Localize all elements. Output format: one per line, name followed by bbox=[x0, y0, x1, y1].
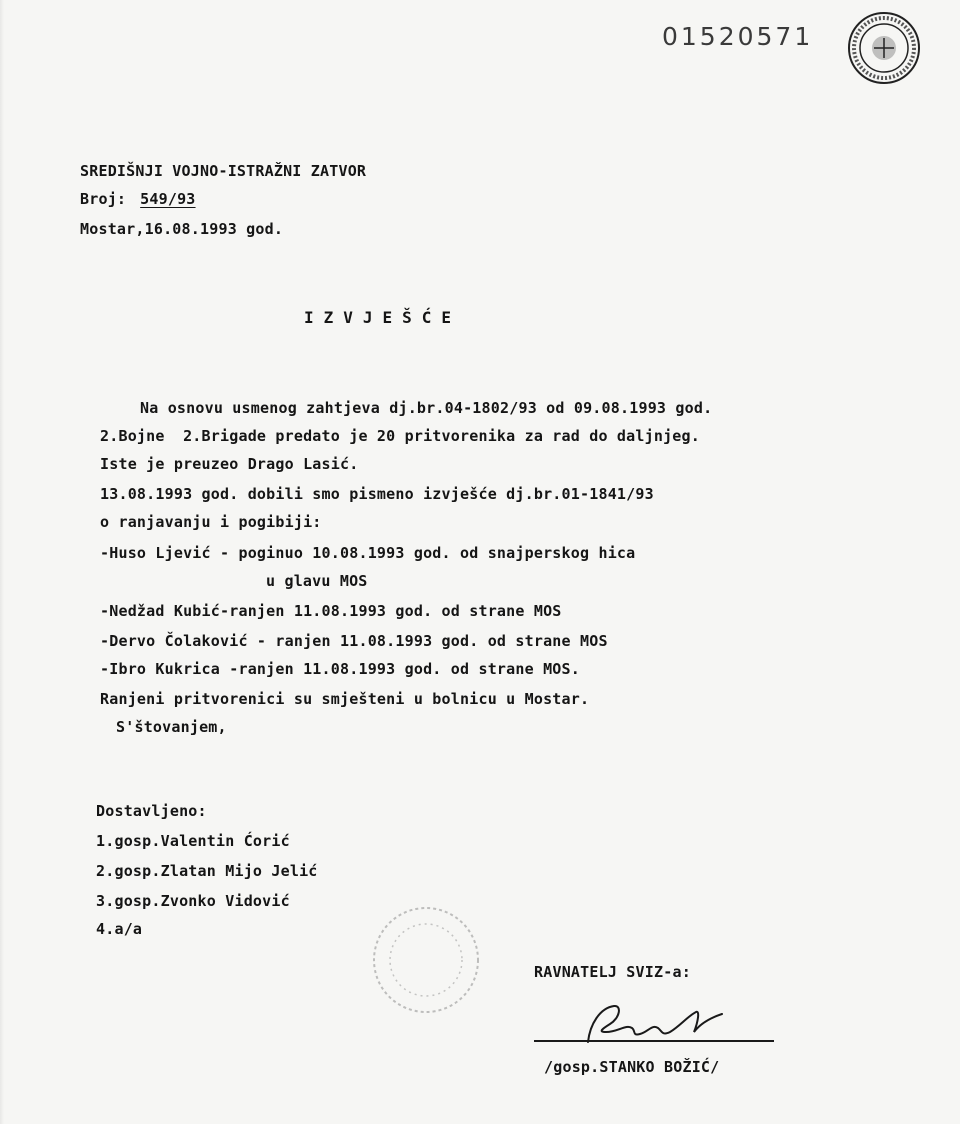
signature-line bbox=[534, 1040, 774, 1042]
delivered-item-1: 1.gosp.Valentin Ćorić bbox=[96, 832, 290, 850]
document-number: 01520571 bbox=[662, 22, 814, 51]
body-line-6: -Huso Ljević - poginuo 10.08.1993 god. od snajperskog hica bbox=[100, 544, 636, 562]
delivered-item-4: 4.a/a bbox=[96, 920, 143, 938]
body-line-11: Ranjeni pritvorenici su smješteni u bolnicu u Mostar. bbox=[100, 690, 590, 708]
body-line-3: Iste je preuzeo Drago Lasić. bbox=[100, 455, 359, 473]
body-line-5: o ranjavanju i pogibiji: bbox=[100, 513, 322, 531]
document-title: IZVJEŠĆE bbox=[304, 308, 462, 327]
delivered-item-2: 2.gosp.Zlatan Mijo Jelić bbox=[96, 862, 318, 880]
closing-greeting: S'štovanjem, bbox=[116, 718, 227, 736]
reference-number bbox=[80, 190, 236, 208]
delivered-label: Dostavljeno: bbox=[96, 802, 207, 820]
body-line-2: 2.Bojne 2.Brigade predato je 20 pritvorenika za rad do daljnjeg. bbox=[100, 427, 700, 445]
reference-label: Broj: bbox=[80, 190, 127, 208]
signatory-name: /gosp.STANKO BOŽIĆ/ bbox=[544, 1058, 720, 1076]
institution-name: SREDIŠNJI VOJNO-ISTRAŽNI ZATVOR bbox=[80, 162, 367, 180]
place-date: Mostar,16.08.1993 god. bbox=[80, 220, 284, 238]
handwritten-signature bbox=[570, 998, 750, 1054]
body-line-1: Na osnovu usmenog zahtjeva dj.br.04-1802/93 od 09.08.1993 god. bbox=[140, 399, 713, 417]
body-line-9: -Dervo Čolaković - ranjen 11.08.1993 god. od strane MOS bbox=[100, 632, 608, 650]
body-line-4: 13.08.1993 god. dobili smo pismeno izvješće dj.br.01-1841/93 bbox=[100, 485, 654, 503]
signatory-role: RAVNATELJ SVIZ-a: bbox=[534, 963, 691, 981]
reference-value: 549/93 bbox=[140, 190, 196, 208]
archive-stamp-icon bbox=[846, 10, 922, 86]
delivered-item-3: 3.gosp.Zvonko Vidović bbox=[96, 892, 290, 910]
body-line-7: u glavu MOS bbox=[266, 572, 368, 590]
body-line-8: -Nedžad Kubić-ranjen 11.08.1993 god. od strane MOS bbox=[100, 602, 562, 620]
body-line-10: -Ibro Kukrica -ranjen 11.08.1993 god. od strane MOS. bbox=[100, 660, 580, 678]
faded-stamp-icon bbox=[366, 900, 486, 1020]
